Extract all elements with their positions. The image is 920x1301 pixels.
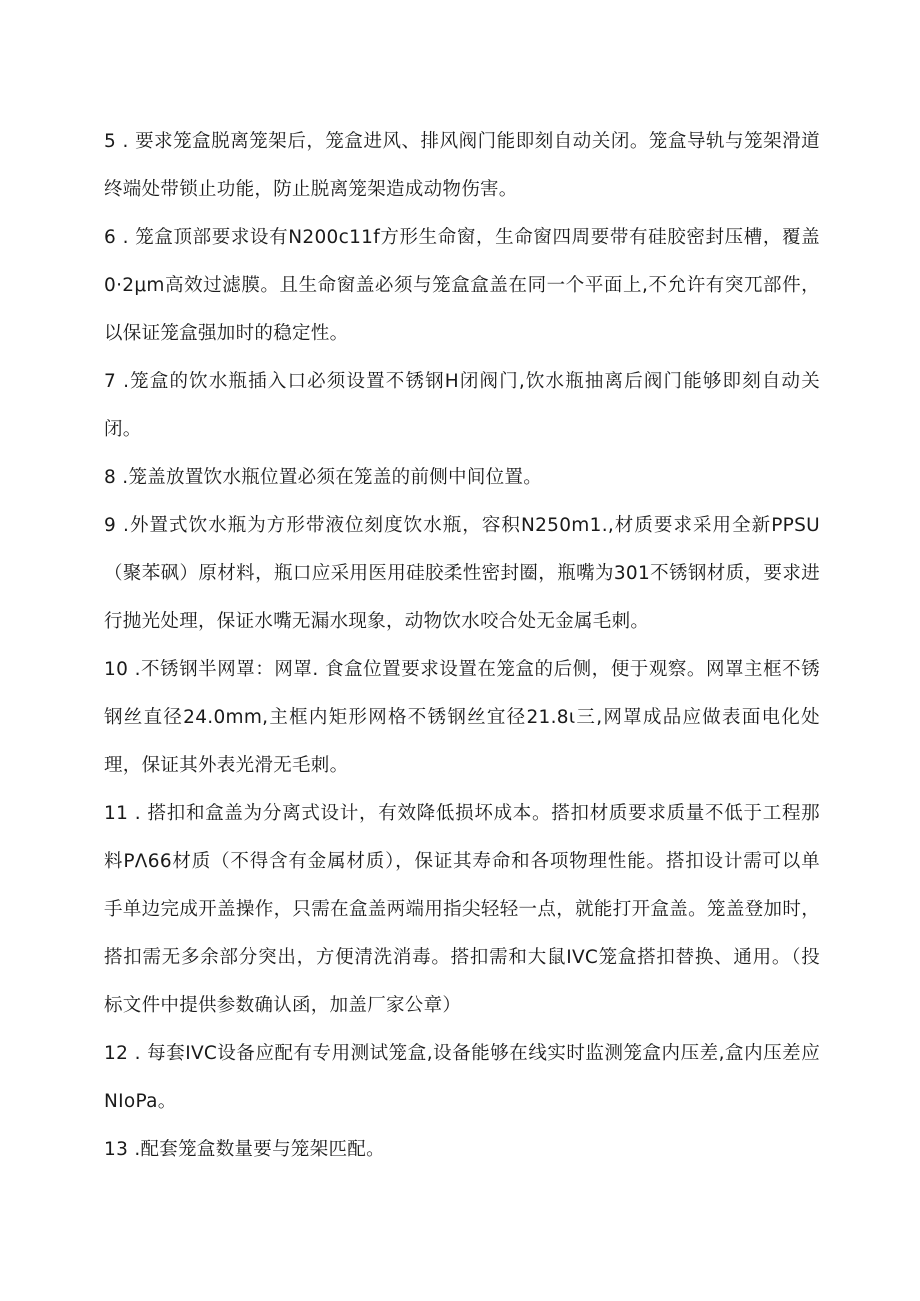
item-number: 6 bbox=[104, 227, 123, 248]
paragraph-text: . 搭扣和盒盖为分离式设计，有效降低损坏成本。搭扣材质要求质量不低于工程那料PΛ66材质（不得含有金属材质），保证其寿命和各项物理性能。搭扣设计需可以单手单边完成开盖操作，只需在盒盖两端用指尖轻轻一点，就能打开盒盖。笼盖登加时，搭扣需无多余部分突出，方便清洗消毒。搭扣需和大鼠IVC笼盒搭扣替换、通用。（投标文件中提供参数确认函，加盖厂家公章） bbox=[104, 803, 820, 1016]
item-number: 13 bbox=[104, 1139, 135, 1160]
paragraph-text: .不锈钢半网罩：网罩. 食盒位置要求设置在笼盒的后侧，便于观察。网罩主框不锈钢丝直径24.0mm,主框内矩形网格不锈钢丝宜径21.8ι三,网罩成品应做表面电化处理，保证其外表光滑无毛刺。 bbox=[104, 659, 821, 776]
paragraph-text: . 每套IVC设备应配有专用测试笼盒,设备能够在线实时监测笼盒内压差,盒内压差应NIoPa。 bbox=[104, 1043, 820, 1112]
paragraph-text: . 要求笼盒脱离笼架后，笼盒进风、排风阀门能即刻自动关闭。笼盒导轨与笼架滑道终端处带锁止功能，防止脱离笼架造成动物伤害。 bbox=[104, 131, 820, 200]
item-number: 12 bbox=[104, 1043, 135, 1064]
paragraph-5 bbox=[104, 118, 820, 214]
paragraph-text: .笼盒的饮水瓶插入口必须设置不锈钢H闭阀门,饮水瓶抽离后阀门能够即刻自动关闭。 bbox=[104, 371, 820, 440]
paragraph-13 bbox=[104, 1126, 820, 1174]
paragraph-12 bbox=[104, 1030, 820, 1126]
item-number: 9 bbox=[104, 515, 124, 536]
paragraph-8 bbox=[104, 454, 820, 502]
item-number: 5 bbox=[104, 131, 123, 152]
item-number: 8 bbox=[104, 467, 123, 488]
paragraph-text: .配套笼盒数量要与笼架匹配。 bbox=[134, 1139, 385, 1160]
paragraph-text: .笼盖放置饮水瓶位置必须在笼盖的前侧中间位置。 bbox=[122, 467, 543, 488]
paragraph-6 bbox=[104, 214, 820, 358]
document-body bbox=[104, 118, 820, 1174]
paragraph-7 bbox=[104, 358, 820, 454]
item-number: 7 bbox=[104, 371, 124, 392]
paragraph-text: . 笼盒顶部要求设有N200c11f方形生命窗，生命窗四周要带有硅胶密封压槽，覆盖0·2μm高效过滤膜。且生命窗盖必须与笼盒盒盖在同一个平面上,不允许有突兀部件，以保证笼盒强加时的稳定性。 bbox=[104, 227, 820, 344]
item-number: 11 bbox=[104, 803, 135, 824]
paragraph-11 bbox=[104, 790, 820, 1030]
paragraph-10 bbox=[104, 646, 820, 790]
paragraph-text: .外置式饮水瓶为方形带液位刻度饮水瓶，容积N250m1.,材质要求采用全新PPSU（聚苯砜）原材料，瓶口应采用医用硅胶柔性密封圈，瓶嘴为301不锈钢材质，要求进行抛光处理，保证水嘴无漏水现象，动物饮水咬合处无金属毛刺。 bbox=[104, 515, 820, 632]
item-number: 10 bbox=[104, 659, 135, 680]
paragraph-9 bbox=[104, 502, 820, 646]
